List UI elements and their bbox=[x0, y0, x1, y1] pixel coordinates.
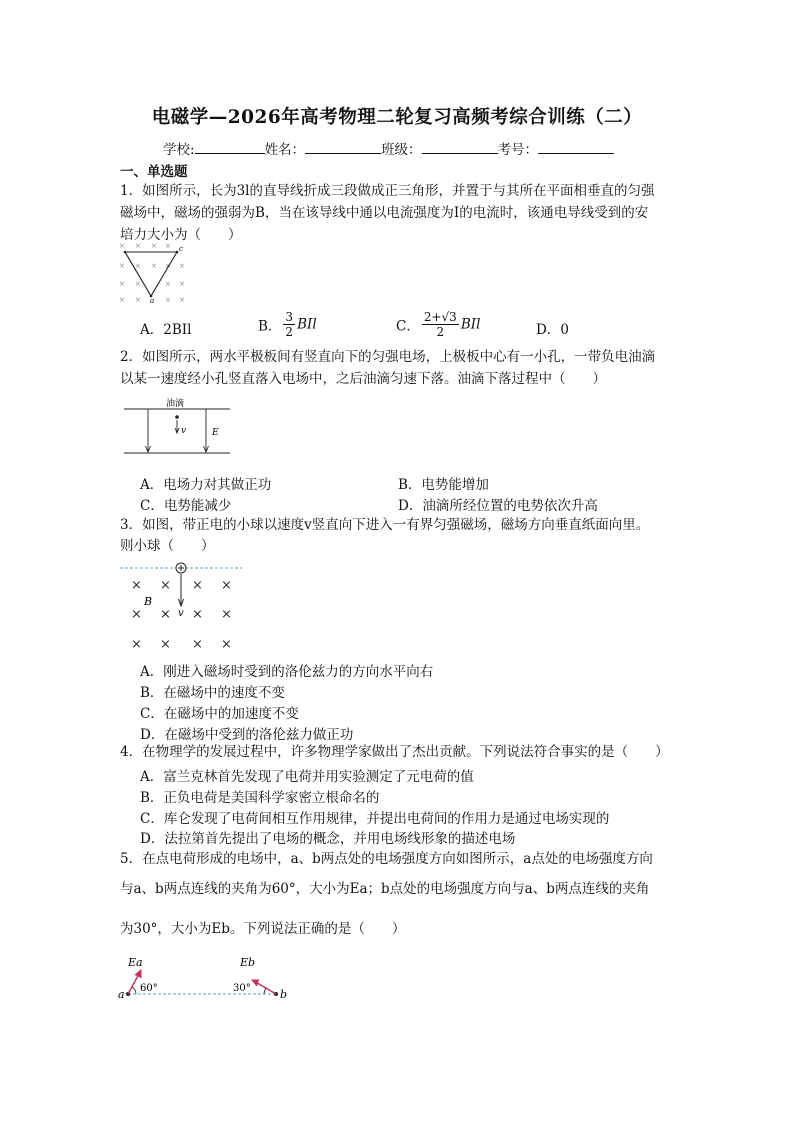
svg-text:×: × bbox=[160, 637, 171, 652]
ea-label: Ea bbox=[128, 956, 143, 969]
q3-line1: 3．如图，带正电的小球以速度v竖直向下进入一有界匀强磁场，磁场方向垂直纸面向里。 bbox=[120, 517, 650, 533]
oil-drop-label: 油滴 bbox=[166, 399, 185, 409]
vertex-label-c: c bbox=[179, 245, 183, 253]
svg-text:×: × bbox=[179, 296, 185, 304]
q4-line1: 4．在物理学的发展过程中，许多物理学家做出了杰出贡献。下列说法符合事实的是（ ） bbox=[120, 744, 669, 760]
eb-label: Eb bbox=[240, 956, 256, 969]
q2-option-d[interactable]: D．油滴所经位置的电势依次升高 bbox=[398, 498, 598, 514]
q5-line2: 与a、b两点连线的夹角为60°，大小为Ea；b点处的电场强度方向与a、b两点连线的夹角 bbox=[120, 881, 650, 897]
svg-text:×: × bbox=[160, 607, 171, 622]
q1-line2: 磁场中，磁场的强弱为B，当在该导线中通以电流强度为I的电流时，该通电导线受到的安 bbox=[120, 205, 649, 221]
svg-text:×: × bbox=[221, 607, 232, 622]
oil-drop bbox=[175, 415, 179, 419]
q5-line3: 为30°，大小为Eb。下列说法正确的是（ ） bbox=[120, 921, 406, 937]
q1-option-d[interactable]: D．0 bbox=[536, 322, 569, 338]
q5-field-direction-figure bbox=[116, 950, 296, 1006]
q2-option-b[interactable]: B．电势能增加 bbox=[398, 477, 489, 493]
svg-text:×: × bbox=[119, 262, 125, 270]
name-blank[interactable] bbox=[305, 140, 381, 154]
q2-line1: 2．如图所示，两水平极板间有竖直向下的匀强电场，上极板中心有一小孔，一带负电油滴 bbox=[120, 349, 656, 365]
q2-line2: 以某一速度经小孔竖直落入电场中，之后油滴匀速下落。油滴下落过程中（ ） bbox=[120, 371, 606, 387]
q5-line1: 5．在点电荷形成的电场中，a、b两点处的电场强度方向如图所示，a点处的电场强度方向 bbox=[120, 851, 653, 867]
vertex-label-a: a bbox=[150, 297, 155, 304]
svg-text:×: × bbox=[131, 637, 142, 652]
q2-capacitor-figure bbox=[120, 397, 240, 459]
angle-60-label: 60° bbox=[140, 983, 158, 994]
q4-option-a[interactable]: A．富兰克林首先发现了电荷并用实验测定了元电荷的值 bbox=[140, 769, 474, 785]
a-label: a bbox=[118, 988, 125, 1001]
svg-text:×: × bbox=[165, 262, 171, 270]
q4-option-d[interactable]: D．法拉第首先提出了电场的概念，并用电场线形象的描述电场 bbox=[140, 831, 516, 847]
q2-option-c[interactable]: C．电势能减少 bbox=[140, 498, 232, 514]
q1-line1: 1．如图所示，长为3l的直导线折成三段做成正三角形，并置于与其所在平面相垂直的匀强 bbox=[120, 183, 655, 199]
svg-text:×: × bbox=[192, 578, 203, 593]
school-label: 学校: bbox=[163, 142, 195, 158]
exam-no-label: 考号： bbox=[497, 142, 539, 158]
section-heading: 一、单选题 bbox=[120, 164, 188, 180]
svg-text:×: × bbox=[165, 242, 171, 250]
q3-option-a[interactable]: A．刚进入磁场时受到的洛伦兹力的方向水平向右 bbox=[140, 664, 434, 680]
svg-text:×: × bbox=[135, 242, 141, 250]
q3-magnetic-field-figure bbox=[118, 560, 246, 654]
svg-text:×: × bbox=[131, 578, 142, 593]
svg-text:×: × bbox=[165, 280, 171, 288]
svg-text:×: × bbox=[131, 607, 142, 622]
q3-line2: 则小球（ ） bbox=[120, 538, 215, 554]
svg-text:×: × bbox=[135, 280, 141, 288]
svg-text:×: × bbox=[119, 242, 125, 250]
svg-text:×: × bbox=[135, 296, 141, 304]
q1-option-c[interactable]: C． $\frac{2+√3}{2}$ BIl bbox=[396, 310, 481, 339]
velocity-label: v bbox=[181, 426, 187, 436]
svg-text:×: × bbox=[179, 262, 185, 270]
velocity-v-label: v bbox=[178, 608, 184, 619]
svg-text:×: × bbox=[119, 280, 125, 288]
field-b-label: B bbox=[144, 595, 153, 608]
class-blank[interactable] bbox=[422, 140, 498, 154]
q2-option-a[interactable]: A．电场力对其做正功 bbox=[140, 477, 272, 493]
triangle-wire bbox=[125, 252, 177, 296]
q1-option-a[interactable]: A．2BIl bbox=[140, 322, 192, 338]
q4-option-b[interactable]: B．正负电荷是美国科学家密立根命名的 bbox=[140, 790, 380, 806]
student-info-line bbox=[163, 138, 614, 158]
svg-text:×: × bbox=[165, 296, 171, 304]
q1-line3: 培力大小为（ ） bbox=[120, 227, 242, 243]
exam-no-blank[interactable] bbox=[538, 140, 614, 154]
svg-text:×: × bbox=[151, 242, 157, 250]
page-title: 电磁学—2026年高考物理二轮复习高频考综合训练（二） bbox=[151, 107, 643, 128]
svg-text:×: × bbox=[151, 262, 157, 270]
b-label: b bbox=[280, 988, 288, 1001]
q3-option-d[interactable]: D．在磁场中受到的洛伦兹力做正功 bbox=[140, 727, 354, 743]
svg-text:×: × bbox=[221, 637, 232, 652]
svg-text:×: × bbox=[179, 280, 185, 288]
school-blank[interactable] bbox=[195, 140, 265, 154]
q1-option-b[interactable]: B． $\frac{3}{2}$ BIl bbox=[258, 310, 317, 339]
svg-text:×: × bbox=[135, 262, 141, 270]
svg-text:×: × bbox=[160, 578, 171, 593]
angle-30-label: 30° bbox=[233, 983, 251, 994]
field-label: E bbox=[212, 428, 219, 438]
svg-text:×: × bbox=[119, 296, 125, 304]
q4-option-c[interactable]: C．库仑发现了电荷间相互作用规律，并提出电荷间的作用力是通过电场实现的 bbox=[140, 811, 610, 827]
name-label: 姓名： bbox=[264, 142, 306, 158]
svg-text:×: × bbox=[221, 578, 232, 593]
class-label: 班级： bbox=[381, 142, 422, 158]
q1-triangle-figure bbox=[117, 240, 189, 304]
svg-text:×: × bbox=[192, 637, 203, 652]
q3-option-b[interactable]: B．在磁场中的速度不变 bbox=[140, 685, 285, 701]
svg-text:×: × bbox=[192, 607, 203, 622]
q3-option-c[interactable]: C．在磁场中的加速度不变 bbox=[140, 706, 299, 722]
